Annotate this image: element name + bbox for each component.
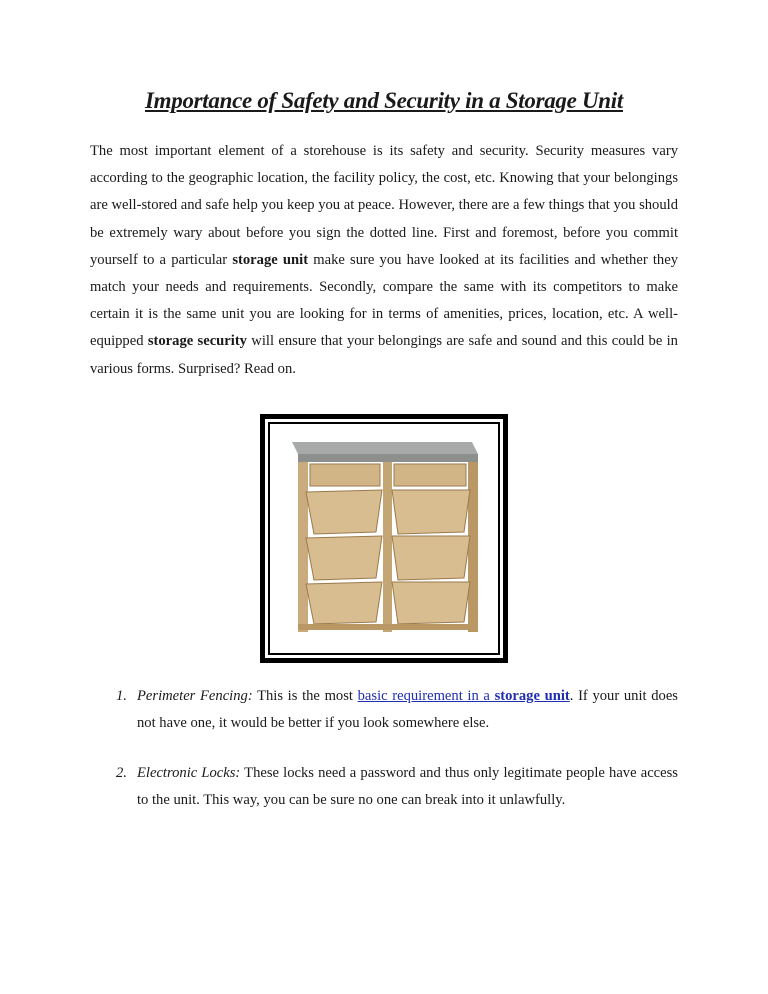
link-text[interactable]: basic requirement in a [357, 688, 495, 704]
keyword-storage-security: storage security [147, 333, 247, 350]
basic-requirement-link[interactable] [358, 688, 570, 704]
list-text: . If your unit does not have one, it would be better if you look somewhere else. [137, 688, 678, 732]
link-bold-text[interactable]: storage unit [494, 688, 570, 704]
list-item [90, 760, 678, 814]
list-text: This is the most [252, 688, 358, 704]
list-term: Electronic Locks: [137, 765, 241, 781]
intro-text: make sure you have looked at its facilities and whether they match your needs and requirements. Secondly, compare the same with its competitors to make certain it is the same unit you are looking for in terms of amenities, prices, location, etc. A well-equipped [90, 251, 678, 350]
list-number: 2. [116, 765, 127, 781]
list-text: These locks need a password and thus only legitimate people have access to the unit. This way, you can be sure no one can break into it unlawfully. [137, 765, 678, 809]
storage-unit-image-frame [260, 414, 508, 663]
intro-text: The most important element of a storehouse is its safety and security. Security measures vary according to the geographic location, the facility policy, the cost, etc. Knowing that your belongings are well-stored and safe help you keep you at peace. However, there are a few things that you should be extremely wary about before you sign the dotted line. First and foremost, before you commit yourself to a particular [90, 143, 678, 268]
list-term: Perimeter Fencing: [137, 688, 253, 704]
intro-paragraph [90, 138, 678, 383]
list-number: 1. [116, 688, 127, 704]
page-title: Importance of Safety and Security in a Storage Unit [145, 88, 623, 113]
wooden-storage-drawers-image [270, 424, 494, 649]
list-item [90, 683, 678, 737]
keyword-storage-unit: storage unit [232, 251, 309, 268]
intro-text: will ensure that your belongings are safe and sound and this could be in various forms. Surprised? Read on. [90, 333, 678, 377]
